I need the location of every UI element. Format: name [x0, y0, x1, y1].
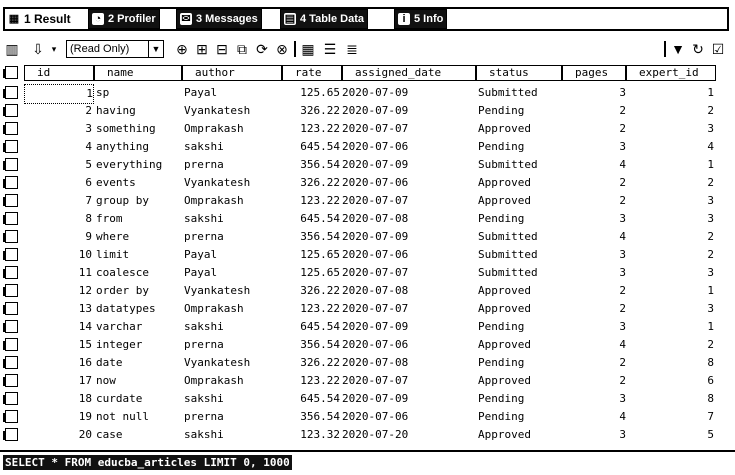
cell-author[interactable]: sakshi	[184, 212, 224, 225]
cell-name[interactable]: case	[96, 428, 123, 441]
cell-id[interactable]: 11	[78, 266, 92, 279]
grid-header	[0, 64, 720, 82]
row-checkbox[interactable]	[5, 140, 18, 153]
cell-rate[interactable]: 326.22	[300, 356, 340, 369]
cell-rate[interactable]: 123.32	[300, 428, 340, 441]
row-checkbox[interactable]	[5, 320, 18, 333]
column-header-pages[interactable]: pages	[562, 65, 626, 81]
cell-pages[interactable]: 4	[619, 230, 626, 243]
cell-name[interactable]: order by	[96, 284, 149, 297]
cell-name[interactable]: date	[96, 356, 123, 369]
cell-assigned-date[interactable]: 2020-07-09	[342, 158, 409, 171]
result-toolbar	[0, 38, 735, 62]
cell-pages[interactable]: 3	[619, 212, 626, 225]
table-icon: ▦	[8, 13, 20, 25]
cell-rate[interactable]: 326.22	[300, 104, 340, 117]
save-row-icon[interactable]: ⊞	[196, 41, 208, 57]
cell-name[interactable]: varchar	[96, 320, 143, 333]
cell-id[interactable]: 9	[85, 230, 92, 243]
cell-expert-id[interactable]: 8	[707, 356, 714, 369]
table-row[interactable]	[0, 282, 720, 300]
cell-expert-id[interactable]: 1	[707, 320, 714, 333]
cell-assigned-date[interactable]: 2020-07-07	[342, 266, 409, 279]
cell-author[interactable]: sakshi	[184, 428, 224, 441]
cell-id[interactable]: 7	[85, 194, 92, 207]
column-header-rate[interactable]: rate	[282, 65, 342, 81]
cell-rate[interactable]: 356.54	[300, 158, 340, 171]
table-row[interactable]	[0, 318, 720, 336]
cell-status[interactable]: Submitted	[478, 158, 538, 171]
cell-assigned-date[interactable]: 2020-07-06	[342, 140, 409, 153]
toolbar-divider	[664, 41, 666, 57]
table-row[interactable]	[0, 138, 720, 156]
grid-mode-icon[interactable]: ▦	[301, 41, 315, 57]
cell-pages[interactable]: 4	[619, 410, 626, 423]
cell-rate[interactable]: 123.22	[300, 122, 340, 135]
tab-table-data[interactable]	[280, 9, 368, 29]
cell-expert-id[interactable]: 8	[707, 392, 714, 405]
row-checkbox[interactable]	[5, 302, 18, 315]
cell-pages[interactable]: 3	[619, 140, 626, 153]
cell-assigned-date[interactable]: 2020-07-08	[342, 284, 409, 297]
table-row[interactable]	[0, 354, 720, 372]
cell-id[interactable]: 6	[85, 176, 92, 189]
cell-expert-id[interactable]: 2	[707, 230, 714, 243]
cell-author[interactable]: Vyankatesh	[184, 176, 251, 189]
table-row[interactable]	[0, 102, 720, 120]
cancel-icon[interactable]: ⊗	[276, 41, 288, 57]
refresh-filter-icon[interactable]: ↻	[692, 41, 704, 57]
table-row[interactable]	[0, 300, 720, 318]
cell-pages[interactable]: 3	[619, 266, 626, 279]
cell-id[interactable]: 2	[85, 104, 92, 117]
cell-name[interactable]: anything	[96, 140, 149, 153]
grid-view-icon[interactable]: ▥	[5, 41, 19, 57]
table-row[interactable]	[0, 192, 720, 210]
cell-assigned-date[interactable]: 2020-07-09	[342, 86, 409, 99]
cell-status[interactable]: Pending	[478, 104, 525, 117]
tab-result[interactable]	[8, 9, 71, 29]
cell-expert-id[interactable]: 3	[707, 266, 714, 279]
cell-author[interactable]: prerna	[184, 158, 224, 171]
cell-pages[interactable]: 2	[619, 356, 626, 369]
mode-select-value: (Read Only)	[70, 43, 130, 55]
cell-id[interactable]: 10	[78, 248, 92, 261]
table-row[interactable]	[0, 426, 720, 444]
profiler-icon: ◔	[92, 13, 104, 25]
tab-profiler-label: 2 Profiler	[108, 13, 156, 25]
table-row[interactable]	[0, 264, 720, 282]
form-mode-icon[interactable]: ☰	[323, 41, 337, 57]
cell-status[interactable]: Approved	[478, 194, 531, 207]
cell-pages[interactable]: 2	[619, 374, 626, 387]
table-row[interactable]	[0, 228, 720, 246]
cell-author[interactable]: Payal	[184, 86, 218, 99]
cell-name[interactable]: coalesce	[96, 266, 149, 279]
row-checkbox[interactable]	[5, 338, 18, 351]
cell-status[interactable]: Pending	[478, 140, 525, 153]
cell-id[interactable]: 17	[78, 374, 92, 387]
cell-pages[interactable]: 2	[619, 194, 626, 207]
cell-pages[interactable]: 3	[619, 320, 626, 333]
cell-pages[interactable]: 3	[619, 392, 626, 405]
cell-pages[interactable]: 2	[619, 284, 626, 297]
cell-rate[interactable]: 326.22	[300, 284, 340, 297]
cell-assigned-date[interactable]: 2020-07-08	[342, 212, 409, 225]
cell-assigned-date[interactable]: 2020-07-08	[342, 356, 409, 369]
cell-author[interactable]: Payal	[184, 248, 218, 261]
table-row[interactable]	[0, 84, 720, 102]
cell-author[interactable]: Omprakash	[184, 302, 244, 315]
insert-row-icon[interactable]: ⊕	[176, 41, 188, 57]
row-checkbox[interactable]	[5, 104, 18, 117]
cell-pages[interactable]: 2	[619, 122, 626, 135]
cell-id[interactable]: 16	[78, 356, 92, 369]
cell-expert-id[interactable]: 2	[707, 248, 714, 261]
row-checkbox[interactable]	[5, 428, 18, 441]
cell-id[interactable]: 8	[85, 212, 92, 225]
cell-assigned-date[interactable]: 2020-07-07	[342, 374, 409, 387]
row-checkbox[interactable]	[5, 374, 18, 387]
cell-status[interactable]: Approved	[478, 428, 531, 441]
table-row[interactable]	[0, 408, 720, 426]
cell-expert-id[interactable]: 2	[707, 104, 714, 117]
row-checkbox[interactable]	[5, 212, 18, 225]
messages-icon: ✉	[181, 13, 191, 25]
cell-assigned-date[interactable]: 2020-07-07	[342, 194, 409, 207]
table-row[interactable]	[0, 336, 720, 354]
cell-rate[interactable]: 326.22	[300, 176, 340, 189]
cell-assigned-date[interactable]: 2020-07-07	[342, 302, 409, 315]
query-text: SELECT * FROM educba_articles LIMIT 0, 1000	[5, 456, 290, 469]
tab-info-label: 5 Info	[414, 13, 444, 25]
cell-author[interactable]: sakshi	[184, 320, 224, 333]
cell-pages[interactable]: 2	[619, 104, 626, 117]
text-mode-icon[interactable]: ≣	[346, 41, 358, 57]
cell-expert-id[interactable]: 3	[707, 122, 714, 135]
cell-expert-id[interactable]: 6	[707, 374, 714, 387]
tab-result-label: 1 Result	[24, 12, 71, 26]
cell-status[interactable]: Submitted	[478, 248, 538, 261]
cell-rate[interactable]: 356.54	[300, 338, 340, 351]
cell-rate[interactable]: 123.22	[300, 194, 340, 207]
cell-assigned-date[interactable]: 2020-07-09	[342, 392, 409, 405]
cell-id[interactable]: 19	[78, 410, 92, 423]
cell-expert-id[interactable]: 4	[707, 140, 714, 153]
cell-pages[interactable]: 2	[619, 176, 626, 189]
cell-author[interactable]: Vyankatesh	[184, 284, 251, 297]
table-row[interactable]	[0, 174, 720, 192]
cell-author[interactable]: Vyankatesh	[184, 104, 251, 117]
cell-name[interactable]: now	[96, 374, 116, 387]
table-row[interactable]	[0, 372, 720, 390]
cell-rate[interactable]: 125.65	[300, 248, 340, 261]
cell-assigned-date[interactable]: 2020-07-09	[342, 104, 409, 117]
filter-icon[interactable]: ▼	[671, 41, 685, 57]
cell-expert-id[interactable]: 3	[707, 302, 714, 315]
cell-expert-id[interactable]: 3	[707, 212, 714, 225]
cell-rate[interactable]: 123.22	[300, 302, 340, 315]
cell-author[interactable]: sakshi	[184, 392, 224, 405]
cell-expert-id[interactable]: 1	[707, 158, 714, 171]
cell-id[interactable]: 15	[78, 338, 92, 351]
cell-name[interactable]: curdate	[96, 392, 143, 405]
row-checkbox[interactable]	[5, 230, 18, 243]
table-row[interactable]	[0, 390, 720, 408]
cell-pages[interactable]: 4	[619, 338, 626, 351]
cell-status[interactable]: Pending	[478, 410, 525, 423]
cell-expert-id[interactable]: 1	[707, 86, 714, 99]
cell-status[interactable]: Pending	[478, 392, 525, 405]
tab-profiler[interactable]	[88, 9, 160, 29]
cell-expert-id[interactable]: 7	[707, 410, 714, 423]
row-checkbox[interactable]	[5, 158, 18, 171]
cell-expert-id[interactable]: 5	[707, 428, 714, 441]
cell-status[interactable]: Pending	[478, 212, 525, 225]
tab-messages-label: 3 Messages	[196, 13, 258, 25]
row-checkbox[interactable]	[5, 86, 18, 99]
cell-name[interactable]: integer	[96, 338, 143, 351]
column-header-expert-id[interactable]: expert_id	[626, 65, 716, 81]
column-header-name[interactable]: name	[94, 65, 182, 81]
cell-name[interactable]: everything	[96, 158, 163, 171]
cell-rate[interactable]: 356.54	[300, 230, 340, 243]
delete-row-icon[interactable]: ⊟	[216, 41, 228, 57]
cell-author[interactable]: sakshi	[184, 140, 224, 153]
cell-rate[interactable]: 645.54	[300, 140, 340, 153]
column-header-id[interactable]: id	[24, 65, 94, 81]
cell-author[interactable]: Omprakash	[184, 194, 244, 207]
cell-rate[interactable]: 125.65	[300, 86, 340, 99]
row-checkbox[interactable]	[5, 248, 18, 261]
cell-name[interactable]: events	[96, 176, 136, 189]
copy-row-icon[interactable]: ⧉	[237, 41, 247, 57]
row-checkbox[interactable]	[5, 266, 18, 279]
cell-id[interactable]: 12	[78, 284, 92, 297]
table-row[interactable]	[0, 210, 720, 228]
cell-rate[interactable]: 645.54	[300, 320, 340, 333]
cell-name[interactable]: where	[96, 230, 130, 243]
cell-pages[interactable]: 2	[619, 302, 626, 315]
cell-expert-id[interactable]: 1	[707, 284, 714, 297]
table-data-icon: ▤	[284, 13, 296, 25]
cell-rate[interactable]: 645.54	[300, 212, 340, 225]
table-row[interactable]	[0, 120, 720, 138]
cell-name[interactable]: from	[96, 212, 123, 225]
cell-expert-id[interactable]: 2	[707, 338, 714, 351]
row-checkbox[interactable]	[5, 176, 18, 189]
cell-pages[interactable]: 3	[619, 86, 626, 99]
cell-id[interactable]: 20	[78, 428, 92, 441]
result-tabs	[0, 0, 735, 38]
cell-name[interactable]: not null	[96, 410, 149, 423]
cell-expert-id[interactable]: 3	[707, 194, 714, 207]
column-header-author[interactable]: author	[182, 65, 282, 81]
cell-status[interactable]: Pending	[478, 356, 525, 369]
cell-author[interactable]: Omprakash	[184, 374, 244, 387]
cell-status[interactable]: Pending	[478, 320, 525, 333]
cell-name[interactable]: group by	[96, 194, 149, 207]
row-checkbox[interactable]	[5, 356, 18, 369]
row-checkbox[interactable]	[5, 410, 18, 423]
cell-pages[interactable]: 3	[619, 248, 626, 261]
cell-name[interactable]: something	[96, 122, 156, 135]
cell-pages[interactable]: 3	[619, 428, 626, 441]
row-checkbox[interactable]	[5, 122, 18, 135]
table-row[interactable]	[0, 156, 720, 174]
column-header-status[interactable]: status	[476, 65, 562, 81]
cell-status[interactable]: Submitted	[478, 230, 538, 243]
cell-author[interactable]: prerna	[184, 338, 224, 351]
cell-author[interactable]: Payal	[184, 266, 218, 279]
info-icon: i	[398, 13, 410, 25]
cell-rate[interactable]: 356.54	[300, 410, 340, 423]
table-row[interactable]	[0, 246, 720, 264]
cell-assigned-date[interactable]: 2020-07-07	[342, 122, 409, 135]
chevron-down-icon: ▼	[148, 41, 163, 57]
cell-assigned-date[interactable]: 2020-07-09	[342, 230, 409, 243]
chevron-down-icon[interactable]: ▾	[51, 44, 57, 54]
export-icon[interactable]: ⇩	[32, 41, 44, 57]
tab-table-data-label: 4 Table Data	[300, 13, 364, 25]
cell-id[interactable]: 13	[78, 302, 92, 315]
cell-status[interactable]: Approved	[478, 284, 531, 297]
checkbox-icon[interactable]: ☑	[711, 41, 725, 57]
column-header-assigned-date[interactable]: assigned_date	[342, 65, 476, 81]
cell-status[interactable]: Approved	[478, 302, 531, 315]
cell-status[interactable]: Approved	[478, 338, 531, 351]
cell-assigned-date[interactable]: 2020-07-20	[342, 428, 409, 441]
cell-id[interactable]: 1	[24, 84, 94, 104]
cell-status[interactable]: Submitted	[478, 86, 538, 99]
cell-author[interactable]: prerna	[184, 410, 224, 423]
cell-name[interactable]: limit	[96, 248, 130, 261]
cell-id[interactable]: 14	[78, 320, 92, 333]
row-checkbox[interactable]	[5, 392, 18, 405]
cell-id[interactable]: 4	[85, 140, 92, 153]
cell-author[interactable]: prerna	[184, 230, 224, 243]
cell-id[interactable]: 18	[78, 392, 92, 405]
cell-rate[interactable]: 125.65	[300, 266, 340, 279]
cell-id[interactable]: 5	[85, 158, 92, 171]
cell-author[interactable]: Omprakash	[184, 122, 244, 135]
toolbar-divider	[294, 41, 296, 57]
cell-assigned-date[interactable]: 2020-07-06	[342, 338, 409, 351]
status-bar	[0, 450, 735, 475]
row-checkbox[interactable]	[5, 194, 18, 207]
cell-status[interactable]: Approved	[478, 122, 531, 135]
cell-name[interactable]: sp	[96, 86, 110, 99]
cell-assigned-date[interactable]: 2020-07-06	[342, 176, 409, 189]
cell-assigned-date[interactable]: 2020-07-09	[342, 320, 409, 333]
cell-name[interactable]: datatypes	[96, 302, 156, 315]
select-all-checkbox[interactable]	[5, 66, 18, 79]
mode-select[interactable]	[66, 40, 164, 58]
cell-status[interactable]: Approved	[478, 374, 531, 387]
cell-author[interactable]: Vyankatesh	[184, 356, 251, 369]
cell-rate[interactable]: 645.54	[300, 392, 340, 405]
cell-name[interactable]: having	[96, 104, 136, 117]
refresh-icon[interactable]: ⟳	[256, 41, 268, 57]
cell-id[interactable]: 3	[85, 122, 92, 135]
cell-assigned-date[interactable]: 2020-07-06	[342, 410, 409, 423]
cell-status[interactable]: Approved	[478, 176, 531, 189]
tab-info[interactable]	[394, 9, 447, 29]
cell-pages[interactable]: 4	[619, 158, 626, 171]
cell-status[interactable]: Submitted	[478, 266, 538, 279]
row-checkbox[interactable]	[5, 284, 18, 297]
cell-rate[interactable]: 123.22	[300, 374, 340, 387]
cell-assigned-date[interactable]: 2020-07-06	[342, 248, 409, 261]
cell-expert-id[interactable]: 2	[707, 176, 714, 189]
tab-messages[interactable]	[176, 9, 262, 29]
